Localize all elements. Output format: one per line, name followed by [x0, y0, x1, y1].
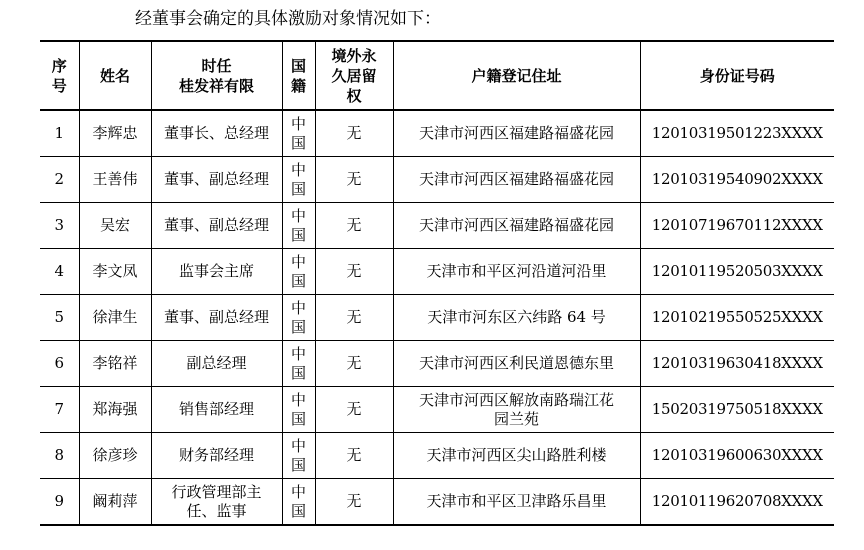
cell-nationality [282, 479, 315, 526]
cell-address-line: 天津市河西区福建路福盛花园 [418, 216, 614, 234]
header-residency [315, 41, 393, 110]
cell-nationality-line: 中 [290, 114, 306, 133]
cell-address-line: 园兰苑 [493, 409, 539, 428]
cell-nationality [282, 110, 315, 157]
cell-nationality-line: 中 [290, 436, 306, 455]
cell-id-number: 12010319540902XXXX [640, 157, 834, 203]
cell-address [393, 249, 640, 295]
cell-name: 阚莉萍 [79, 479, 151, 526]
header-nationality-line: 国 [290, 56, 306, 75]
incentive-recipients-table [40, 40, 834, 526]
header-residency-line: 境外永 [331, 46, 377, 65]
cell-address-line: 天津市河西区尖山路胜利楼 [426, 446, 607, 464]
cell-position-line: 董事、副总经理 [163, 308, 269, 326]
cell-nationality [282, 295, 315, 341]
table-row [40, 387, 834, 433]
cell-position-line: 董事长、总经理 [163, 124, 269, 142]
cell-id-number: 12010119520503XXXX [640, 249, 834, 295]
table-row [40, 157, 834, 203]
cell-position [151, 203, 282, 249]
cell-residency: 无 [315, 479, 393, 526]
cell-nationality-line: 中 [290, 160, 306, 179]
cell-nationality [282, 433, 315, 479]
cell-id-number: 12010319630418XXXX [640, 341, 834, 387]
cell-residency: 无 [315, 203, 393, 249]
cell-id-number: 12010319501223XXXX [640, 110, 834, 157]
cell-position-line: 董事、副总经理 [163, 170, 269, 188]
cell-name: 李文凤 [79, 249, 151, 295]
table-header-row [40, 41, 834, 110]
cell-nationality [282, 341, 315, 387]
cell-position [151, 387, 282, 433]
cell-address-line: 天津市河西区福建路福盛花园 [418, 124, 614, 142]
header-id: 身份证号码 [640, 41, 834, 110]
cell-seq: 2 [40, 157, 79, 203]
intro-text: 经董事会确定的具体激励对象情况如下： [135, 9, 441, 29]
cell-address [393, 295, 640, 341]
cell-nationality [282, 249, 315, 295]
cell-position [151, 157, 282, 203]
cell-nationality-line: 国 [290, 455, 306, 474]
cell-seq: 9 [40, 479, 79, 526]
cell-seq: 6 [40, 341, 79, 387]
cell-nationality [282, 203, 315, 249]
cell-seq: 5 [40, 295, 79, 341]
cell-residency: 无 [315, 110, 393, 157]
cell-id-number: 12010319600630XXXX [640, 433, 834, 479]
table-body [40, 110, 834, 525]
cell-nationality-line: 国 [290, 179, 306, 198]
cell-address [393, 110, 640, 157]
cell-name: 徐彦珍 [79, 433, 151, 479]
cell-address-line: 天津市和平区河沿道河沿里 [426, 262, 607, 280]
cell-nationality-line: 国 [290, 225, 306, 244]
cell-position-line: 行政管理部主 [171, 482, 262, 501]
cell-address-line: 天津市河东区六纬路 64 号 [427, 308, 606, 326]
header-position-line: 桂发祥有限 [178, 76, 254, 95]
cell-position-line: 董事、副总经理 [163, 216, 269, 234]
cell-position-line: 销售部经理 [178, 400, 254, 418]
table-row [40, 295, 834, 341]
cell-nationality [282, 387, 315, 433]
cell-id-number: 15020319750518XXXX [640, 387, 834, 433]
cell-address-line: 天津市河西区解放南路瑞江花 [418, 390, 614, 409]
cell-name: 王善伟 [79, 157, 151, 203]
header-address: 户籍登记住址 [393, 41, 640, 110]
cell-nationality-line: 国 [290, 501, 306, 520]
cell-nationality-line: 中 [290, 298, 306, 317]
header-position [151, 41, 282, 110]
cell-address-line: 天津市河西区福建路福盛花园 [418, 170, 614, 188]
table-row [40, 341, 834, 387]
cell-nationality-line: 中 [290, 206, 306, 225]
cell-seq: 8 [40, 433, 79, 479]
header-nationality [282, 41, 315, 110]
cell-nationality-line: 中 [290, 390, 306, 409]
cell-position [151, 479, 282, 526]
cell-id-number: 12010219550525XXXX [640, 295, 834, 341]
cell-position [151, 295, 282, 341]
cell-position-line: 监事会主席 [178, 262, 254, 280]
cell-position [151, 433, 282, 479]
cell-nationality-line: 中 [290, 344, 306, 363]
cell-name: 李辉忠 [79, 110, 151, 157]
cell-name: 徐津生 [79, 295, 151, 341]
cell-address-line: 天津市河西区利民道恩德东里 [418, 354, 614, 372]
cell-address-line: 天津市和平区卫津路乐昌里 [426, 492, 607, 510]
header-residency-line: 权 [346, 86, 362, 105]
cell-nationality-line: 国 [290, 317, 306, 336]
cell-position [151, 110, 282, 157]
cell-address [393, 433, 640, 479]
cell-address [393, 203, 640, 249]
table-row [40, 249, 834, 295]
cell-nationality-line: 国 [290, 133, 306, 152]
header-position-line: 时任 [201, 56, 232, 75]
header-seq [40, 41, 79, 110]
cell-residency: 无 [315, 249, 393, 295]
header-residency-line: 久居留 [331, 66, 377, 85]
cell-position-line: 财务部经理 [178, 446, 254, 464]
cell-id-number: 12010719670112XXXX [640, 203, 834, 249]
cell-residency: 无 [315, 157, 393, 203]
cell-address [393, 387, 640, 433]
header-nationality-line: 籍 [290, 76, 306, 95]
cell-seq: 4 [40, 249, 79, 295]
cell-address [393, 479, 640, 526]
cell-position [151, 341, 282, 387]
cell-name: 吴宏 [79, 203, 151, 249]
cell-residency: 无 [315, 341, 393, 387]
cell-residency: 无 [315, 387, 393, 433]
cell-position [151, 249, 282, 295]
table-row [40, 203, 834, 249]
header-seq-line: 序 [51, 56, 67, 75]
cell-position-line: 任、监事 [186, 501, 247, 520]
cell-address [393, 157, 640, 203]
cell-nationality-line: 国 [290, 409, 306, 428]
cell-nationality-line: 国 [290, 271, 306, 290]
cell-id-number: 12010119620708XXXX [640, 479, 834, 526]
cell-residency: 无 [315, 433, 393, 479]
cell-name: 郑海强 [79, 387, 151, 433]
cell-residency: 无 [315, 295, 393, 341]
cell-seq: 1 [40, 110, 79, 157]
table-row [40, 479, 834, 526]
cell-seq: 3 [40, 203, 79, 249]
cell-address [393, 341, 640, 387]
cell-nationality-line: 国 [290, 363, 306, 382]
table-row [40, 433, 834, 479]
table-row [40, 110, 834, 157]
cell-name: 李铭祥 [79, 341, 151, 387]
cell-seq: 7 [40, 387, 79, 433]
cell-nationality-line: 中 [290, 252, 306, 271]
header-name: 姓名 [79, 41, 151, 110]
cell-position-line: 副总经理 [186, 354, 247, 372]
cell-nationality [282, 157, 315, 203]
header-seq-line: 号 [51, 76, 67, 95]
cell-nationality-line: 中 [290, 482, 306, 501]
